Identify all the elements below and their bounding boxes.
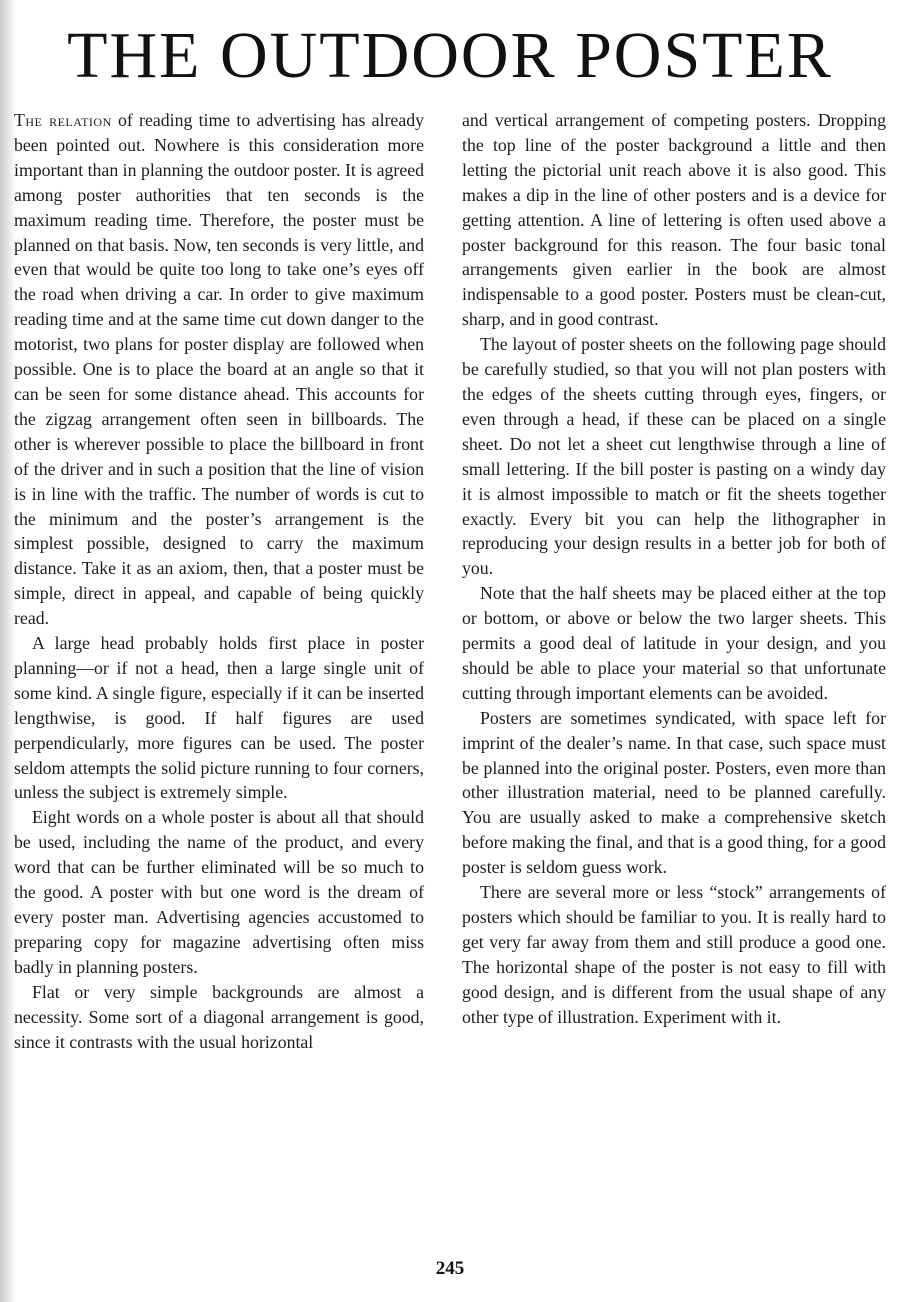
paragraph-lead-small-caps: The relation (14, 110, 112, 130)
right-paragraph-4: Posters are sometimes syndicated, with space left for imprint of the dealer’s name. In that case, such space must be planned into the original poster. Posters, even more than other illustration material, need to be planned carefully. You are usually asked to make a comprehensive sketch before making the final, and that is a good thing, for a good poster is seldom guess work. (462, 707, 886, 878)
left-paragraph-3: Eight words on a whole poster is about all that should be used, including the name of the product, and every word that can be further eliminated will be so much to the good. A poster with but one word is the dream of every poster man. Advertising agencies accustomed to preparing copy for magazine advertising often miss badly in planning posters. (14, 807, 424, 977)
left-paragraph-4: Flat or very simple backgrounds are almost a necessity. Some sort of a diagonal arrangement is good, since it contrasts with the usual horizontal (14, 981, 424, 1052)
left-column (14, 108, 424, 1054)
left-paragraph-1-text: of reading time to advertising has already been pointed out. Nowhere is this consideration more important than in planning the outdoor poster. It is agreed among poster authorities that ten seconds is the maximum reading time. Therefore, the poster must be planned on that basis. Now, ten seconds is very little, and even that would be quite too long to take one’s eyes off the road when driving a car. In order to give maximum reading time and at the same time cut down danger to the motorist, two plans for poster display are followed when possible. One is to place the board at an angle so that it can be seen for some distance ahead. This accounts for the zigzag arrangement often seen in billboards. The other is wherever possible to place the billboard in front of the driver and in such a position that the line of vision is in line with the traffic. The number of words is cut to the minimum and the poster’s arrangement is the simplest possible, designed to carry the maximum distance. Take it as an axiom, then, that a poster must be simple, direct in appeal, and capable of being quickly read. (14, 110, 425, 629)
page-number: 245 (435, 1258, 465, 1279)
right-paragraph-5: There are several more or less “stock” arrangements of posters which should be familiar to you. It is really hard to get very far away from them and still produce a good one. The horizontal shape of the poster is not easy to fill with good design, and is different from the usual shape of any other type of illustration. Experiment with it. (462, 882, 886, 1027)
right-paragraph-1: and vertical arrangement of competing posters. Dropping the top line of the poster background a little and then letting the pictorial unit reach above it is also good. This makes a dip in the line of other posters and is a device for getting attention. A line of lettering is often used above a poster background for this reason. The four basic tonal arrangements given earlier in the book are almost indispensable to a good poster. Posters must be clean-cut, sharp, and in good contrast. (462, 110, 886, 330)
right-column (462, 108, 886, 1030)
page-title: THE OUTDOOR POSTER (67, 19, 833, 92)
right-paragraph-2: The layout of poster sheets on the following page should be carefully studied, so that you will not plan posters with the edges of the sheets cutting through eyes, fingers, or even through a head, if these can be placed on a single sheet. Do not let a sheet cut lengthwise through a line of small lettering. If the bill poster is pasting on a windy day it is almost impossible to match or fit the sheets together exactly. Every bit you can help the lithographer in reproducing your design results in a better job for both of you. (462, 334, 886, 579)
right-paragraph-3: Note that the half sheets may be placed either at the top or bottom, or above or below the two larger sheets. This permits a good deal of latitude in your design, and you should be able to place your material so that unfortunate cutting through important elements can be avoided. (462, 583, 886, 703)
left-paragraph-1 (14, 108, 424, 631)
left-paragraph-2: A large head probably holds first place in poster planning—or if not a head, then a large single unit of some kind. A single figure, especially if it can be inserted lengthwise, is good. If half figures are used perpendicularly, more figures can be used. The poster seldom attempts the solid picture running to four corners, unless the subject is extremely simple. (14, 633, 424, 803)
